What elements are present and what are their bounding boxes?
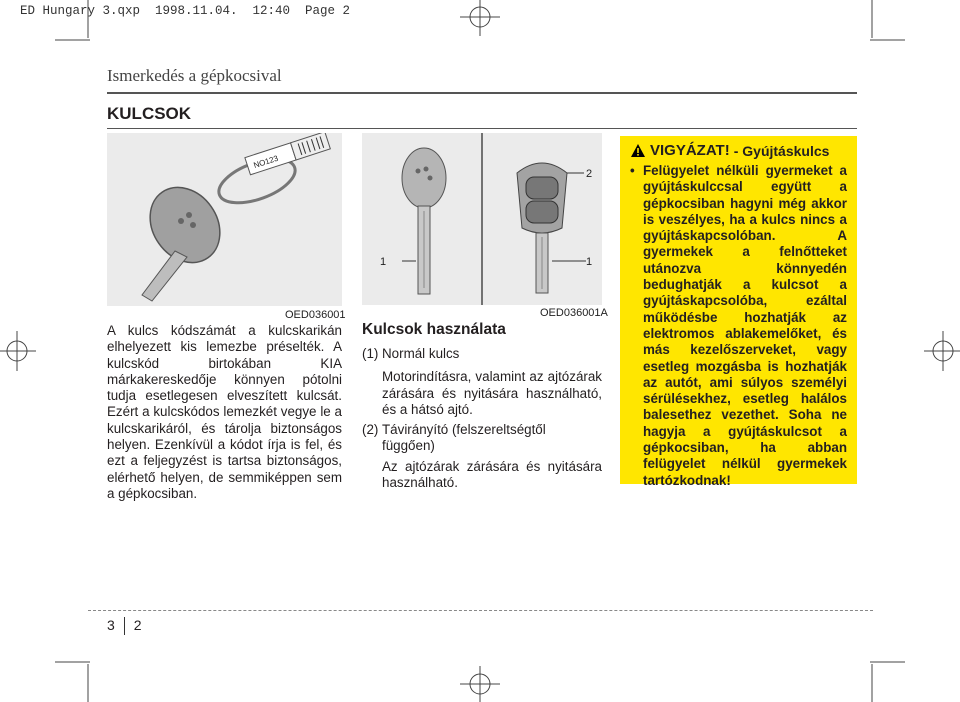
- list-item-normal-key: [362, 346, 602, 362]
- warning-triangle-icon: [630, 143, 646, 158]
- list-item-label: Normál kulcs: [382, 346, 460, 361]
- title-rule: [107, 128, 857, 129]
- key-tag-illustration: [107, 133, 342, 306]
- key-types-illustration: [362, 133, 602, 305]
- footer-rule: [88, 610, 873, 611]
- bullet-icon: •: [630, 163, 635, 178]
- list-item-description: Az ajtózárak zárására és nyitására használható.: [382, 458, 602, 491]
- list-item-number: (1): [362, 346, 379, 361]
- list-item-remote: [362, 422, 602, 455]
- list-item-label: Távirányító (felszereltségtől függően): [382, 422, 546, 454]
- list-item-number: (2): [362, 422, 379, 438]
- page-number-value: 2: [133, 617, 142, 633]
- registration-mark-right: [924, 331, 960, 371]
- warning-subtitle: - Gyújtáskulcs: [733, 142, 830, 159]
- registration-mark-top: [460, 0, 500, 36]
- section-header: Ismerkedés a gépkocsival: [107, 66, 282, 85]
- warning-heading: [630, 142, 847, 159]
- figure2-code: OED036001A: [540, 307, 608, 319]
- key-usage-title: Kulcsok használata: [362, 321, 506, 338]
- page-number: [107, 617, 142, 635]
- list-item-description: Motorindításra, valamint az ajtózárak zárására és nyitására használható, és a hátsó ajtó.: [382, 369, 602, 417]
- figure-key-types: [362, 133, 602, 305]
- registration-mark-left: [0, 331, 36, 371]
- chapter-number: 3: [107, 617, 115, 633]
- callout-1-remote-key: 1: [586, 256, 593, 268]
- registration-mark-bottom: [460, 666, 500, 702]
- print-slug-line: ED Hungary 3.qxp 1998.11.04. 12:40 Page 2: [20, 4, 351, 18]
- key-code-paragraph: A kulcs kódszámát a kulcskarikán elhelyezett kis lemezbe préselték. A kulcskód birtokában KIA márkakereskedője könnyen pótolni tudja esetlegesen elveszített kulcsát. Ezért a kulcskódos lemezkét vegye le a kulcskarikáról, és tárolja biztonságos helyen. Ezenkívül a kódot írja is fel, és ezt a feljegyzést is tartsa biztonságos, elérhető helyen, de semmiképpen sem a gépkocsiban.: [107, 323, 342, 501]
- figure-key-with-tag: [107, 133, 342, 306]
- callout-2-remote: 2: [586, 168, 593, 180]
- callout-1-normal-key: 1: [380, 256, 387, 268]
- warning-item: [630, 163, 847, 489]
- key-usage-list: [362, 346, 602, 491]
- page-number-separator: [124, 617, 125, 635]
- page-title: KULCSOK: [107, 104, 192, 123]
- warning-box: [620, 136, 857, 488]
- warning-text: Felügyelet nélküli gyermeket a gyújtáskulccsal együtt a gépkocsiban hagyni még akkor is veszélyes, ha a kulcs nincs a gyújtáskapcsolóban. A gyermekek a felnőtteket utánozva könnyedén bedughatják a kulcsot a gyújtáskapcsolóba, ezáltal működésbe hozhatják az elektromos ablakemelőket, és más kezelőszerveket, vagy esetleg mozgásba is hozhatják az autót, ami súlyos személyi sérülésekhez, esetleg halálos balesethez vezethet. Soha ne hagyja a gyújtáskulcsot a gépkocsiban, ha abban felügyelet nélkül gyermekek tartózkodnak!: [643, 163, 847, 488]
- figure1-code: OED036001: [285, 309, 346, 321]
- tag-code-text: NO123: [252, 153, 280, 171]
- header-rule: [107, 92, 857, 94]
- warning-title: VIGYÁZAT!: [650, 142, 730, 159]
